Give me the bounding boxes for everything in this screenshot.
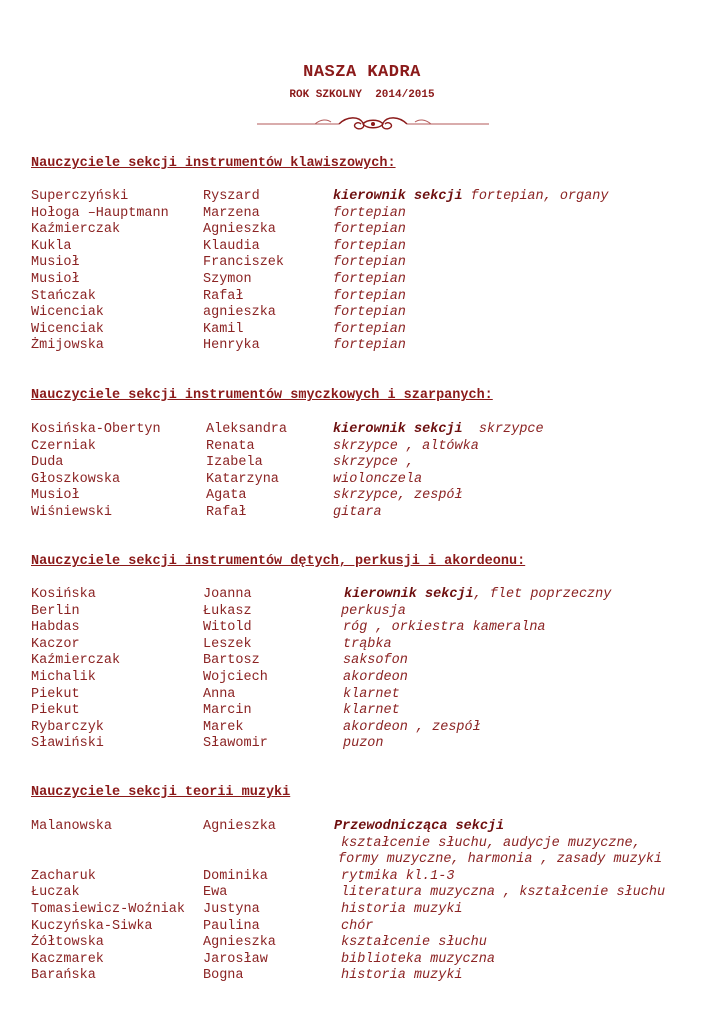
first-name: Dominika <box>203 868 268 884</box>
section-heading: Nauczyciele sekcji teorii muzyki <box>31 785 291 800</box>
staff-row <box>0 603 724 620</box>
staff-row <box>0 934 724 951</box>
instrument-detail: fortepian <box>333 288 406 304</box>
surname: Musioł <box>31 272 80 287</box>
section-heading: Nauczyciele sekcji instrumentów smyczkowych i szarpanych: <box>31 388 493 403</box>
first-name: agnieszka <box>203 305 276 321</box>
surname: Piekut <box>31 703 80 719</box>
instrument-detail: skrzypce , <box>333 455 415 471</box>
first-name: Jarosław <box>203 951 268 967</box>
assignment <box>343 619 546 636</box>
instrument-detail: klarnet <box>343 686 400 702</box>
instrument-detail: gitara <box>333 505 382 520</box>
role-label: kierownik sekcji <box>333 422 463 437</box>
instrument-detail: fortepian <box>333 205 406 221</box>
section-heading: Nauczyciele sekcji instrumentów dętych, perkusji i akordeonu: <box>31 554 526 569</box>
assignment <box>343 702 400 719</box>
staff-row <box>0 288 724 305</box>
surname: Piekut <box>31 686 80 702</box>
surname: Kaźmierczak <box>31 653 121 669</box>
assignment <box>341 951 495 968</box>
surname: Kosińska-Obertyn <box>31 422 161 437</box>
assignment <box>344 586 611 603</box>
instrument-detail: fortepian <box>333 272 406 287</box>
surname: Kaczmarek <box>31 951 104 967</box>
first-name: Paulina <box>203 918 260 934</box>
assignment <box>343 735 384 752</box>
first-name: Renata <box>206 438 255 454</box>
instrument-detail: fortepian <box>333 255 406 271</box>
staff-row <box>0 652 724 669</box>
instrument-detail: fortepian <box>333 222 406 238</box>
instrument-detail: kształcenie słuchu <box>341 935 487 951</box>
assignment <box>341 918 373 935</box>
surname: Żółtowska <box>31 935 104 951</box>
surname: Łuczak <box>31 885 80 901</box>
assignment <box>334 818 504 835</box>
surname: Michalik <box>31 670 96 685</box>
staff-row <box>0 967 724 984</box>
instrument-detail: historia muzyki <box>341 968 463 984</box>
staff-row <box>0 686 724 703</box>
staff-row <box>0 188 724 205</box>
assignment <box>333 504 382 521</box>
staff-row <box>0 868 724 885</box>
instrument-detail: puzon <box>343 736 384 752</box>
assignment <box>341 603 406 620</box>
instrument-detail: fortepian <box>333 338 406 354</box>
surname: Czerniak <box>31 438 96 454</box>
first-name: Bartosz <box>203 653 260 669</box>
staff-row <box>0 735 724 752</box>
staff-row <box>0 304 724 321</box>
first-name: Szymon <box>203 272 252 287</box>
first-name: Bogna <box>203 968 244 984</box>
first-name: Katarzyna <box>206 471 279 487</box>
first-name: Joanna <box>203 587 252 602</box>
first-name: Marcin <box>203 703 252 719</box>
staff-row <box>0 951 724 968</box>
surname: Stańczak <box>31 288 96 304</box>
surname: Kaźmierczak <box>31 222 121 238</box>
staff-row <box>0 586 724 603</box>
surname: Rybarczyk <box>31 719 104 735</box>
surname: Tomasiewicz-Woźniak <box>31 902 185 917</box>
instrument-detail: akordeon <box>343 670 408 685</box>
instrument-detail: formy muzyczne, harmonia , zasady muzyki <box>338 852 663 868</box>
assignment <box>341 901 463 918</box>
staff-row <box>0 884 724 901</box>
staff-row <box>0 669 724 686</box>
first-name: Agnieszka <box>203 222 276 238</box>
instrument-detail: rytmika kl.1-3 <box>341 868 455 884</box>
surname: Duda <box>31 455 64 471</box>
assignment <box>343 652 408 669</box>
instrument-detail: wiolonczela <box>333 471 423 487</box>
surname: Musioł <box>31 255 80 271</box>
assignment <box>333 487 463 504</box>
assignment <box>333 271 406 288</box>
first-name: Rafał <box>203 288 244 304</box>
assignment <box>341 835 641 852</box>
assignment <box>333 421 544 438</box>
staff-row <box>0 818 724 835</box>
first-name: Marek <box>203 719 244 735</box>
surname: Kosińska <box>31 587 96 602</box>
first-name: Ewa <box>203 885 228 901</box>
staff-row <box>0 471 724 488</box>
instrument-detail: róg , orkiestra kameralna <box>343 620 546 636</box>
assignment <box>341 884 665 901</box>
first-name: Izabela <box>206 455 263 471</box>
first-name: Łukasz <box>203 603 252 619</box>
instrument-detail: chór <box>341 918 374 934</box>
instrument-detail: trąbka <box>343 636 392 652</box>
staff-row <box>0 636 724 653</box>
surname: Kaczor <box>31 636 80 652</box>
decorative-divider-icon <box>255 113 491 135</box>
instrument-detail: literatura muzyczna , kształcenie słuchu <box>341 885 666 901</box>
assignment <box>333 438 479 455</box>
instrument-detail: fortepian <box>333 321 406 337</box>
staff-row <box>0 487 724 504</box>
instrument-detail: perkusja <box>341 603 406 619</box>
staff-row <box>0 851 724 868</box>
staff-row <box>0 438 724 455</box>
staff-row <box>0 205 724 222</box>
first-name: Wojciech <box>203 670 268 685</box>
instrument-detail: akordeon , zespół <box>343 719 481 735</box>
first-name: Aleksandra <box>206 422 288 437</box>
assignment <box>333 221 406 238</box>
first-name: Franciszek <box>203 255 285 271</box>
first-name: Agnieszka <box>203 935 276 951</box>
staff-row <box>0 271 724 288</box>
first-name: Henryka <box>203 338 260 354</box>
surname: Kukla <box>31 238 72 254</box>
surname: Wicenciak <box>31 321 104 337</box>
assignment <box>333 304 406 321</box>
surname: Habdas <box>31 620 80 636</box>
instrument-detail: fortepian <box>333 305 406 321</box>
page-title: NASZA KADRA <box>303 63 421 82</box>
assignment <box>333 188 608 205</box>
instrument-detail: , flet poprzeczny <box>473 587 612 602</box>
surname: Zacharuk <box>31 868 96 884</box>
first-name: Justyna <box>203 902 260 917</box>
assignment <box>338 851 662 868</box>
first-name: Marzena <box>203 205 260 221</box>
first-name: Agata <box>206 488 247 504</box>
staff-row <box>0 454 724 471</box>
assignment <box>333 471 422 488</box>
instrument-detail: skrzypce <box>462 422 544 437</box>
first-name: Anna <box>203 686 236 702</box>
surname: Malanowska <box>31 819 113 834</box>
assignment <box>341 868 454 885</box>
instrument-detail: klarnet <box>343 703 400 719</box>
surname: Wiśniewski <box>31 505 113 520</box>
instrument-detail: fortepian, organy <box>462 189 609 204</box>
surname: Berlin <box>31 603 80 619</box>
staff-row <box>0 221 724 238</box>
assignment <box>343 669 408 686</box>
surname: Wicenciak <box>31 305 104 321</box>
staff-row <box>0 835 724 852</box>
assignment <box>341 934 487 951</box>
staff-row <box>0 719 724 736</box>
staff-row <box>0 238 724 255</box>
surname: Głoszkowska <box>31 471 121 487</box>
instrument-detail: historia muzyki <box>341 902 463 917</box>
surname: Hołoga –Hauptmann <box>31 205 169 221</box>
page-subtitle: ROK SZKOLNY 2014/2015 <box>289 89 435 101</box>
staff-row <box>0 619 724 636</box>
surname: Sławiński <box>31 736 104 752</box>
assignment <box>333 454 414 471</box>
instrument-detail: skrzypce , altówka <box>333 438 479 454</box>
first-name: Leszek <box>203 636 252 652</box>
first-name: Agnieszka <box>203 819 276 834</box>
assignment <box>333 238 406 255</box>
first-name: Sławomir <box>203 736 268 752</box>
assignment <box>333 254 406 271</box>
role-label: kierownik sekcji <box>344 587 474 602</box>
surname: Żmijowska <box>31 338 104 354</box>
surname: Superczyński <box>31 189 129 204</box>
surname: Musioł <box>31 488 80 504</box>
staff-row <box>0 254 724 271</box>
first-name: Ryszard <box>203 189 260 204</box>
staff-row <box>0 504 724 521</box>
assignment <box>333 205 406 222</box>
surname: Barańska <box>31 968 96 984</box>
staff-row <box>0 702 724 719</box>
first-name: Rafał <box>206 505 247 520</box>
assignment <box>333 321 406 338</box>
role-label: kierownik sekcji <box>333 189 463 204</box>
assignment <box>333 288 406 305</box>
section-heading: Nauczyciele sekcji instrumentów klawiszowych: <box>31 156 396 171</box>
assignment <box>343 686 400 703</box>
staff-row <box>0 918 724 935</box>
instrument-detail: saksofon <box>343 653 408 669</box>
staff-row <box>0 421 724 438</box>
assignment <box>343 636 392 653</box>
staff-row <box>0 901 724 918</box>
assignment <box>343 719 481 736</box>
assignment <box>333 337 406 354</box>
first-name: Witold <box>203 620 252 636</box>
staff-row <box>0 321 724 338</box>
first-name: Klaudia <box>203 238 260 254</box>
instrument-detail: biblioteka muzyczna <box>341 951 495 967</box>
role-label: Przewodnicząca sekcji <box>334 819 505 834</box>
instrument-detail: fortepian <box>333 238 406 254</box>
instrument-detail: kształcenie słuchu, audycje muzyczne, <box>341 835 641 851</box>
surname: Kuczyńska-Siwka <box>31 918 153 934</box>
instrument-detail: skrzypce, zespół <box>333 488 463 504</box>
staff-row <box>0 337 724 354</box>
assignment <box>341 967 463 984</box>
first-name: Kamil <box>203 321 244 337</box>
